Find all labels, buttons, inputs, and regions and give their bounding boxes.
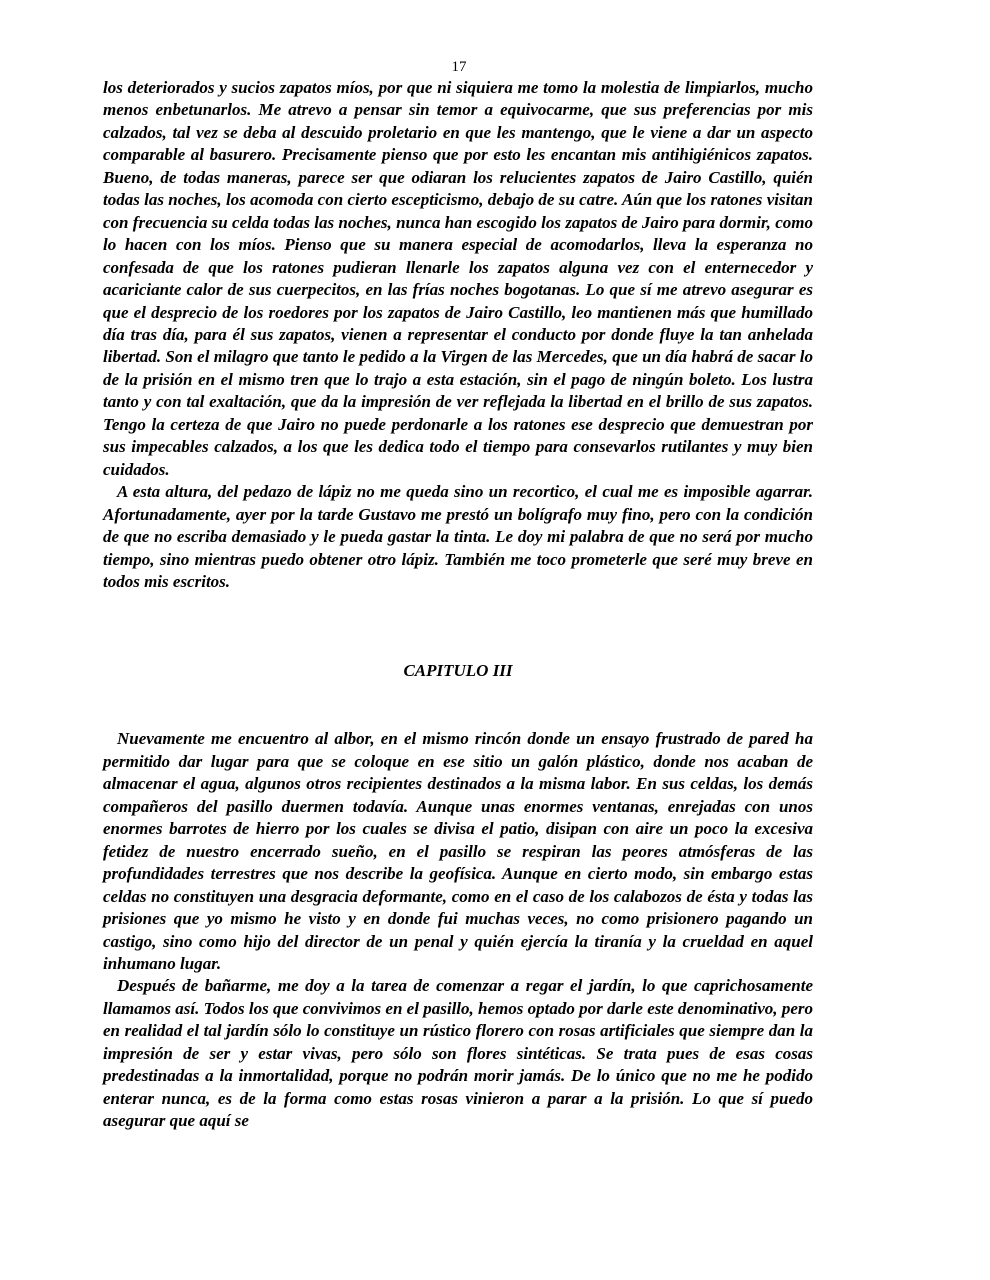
page-number: 17 — [451, 59, 467, 75]
section-spacer — [103, 682, 813, 728]
paragraph-zapatos: los deteriorados y sucios zapatos míos, por que ni siquiera me tomo la molestia de limpiarlos, mucho menos enbetunarlos. Me atrevo a pensar sin temor a equivocarme, que sus preferencias por mis calzados, tal vez se deba al descuido proletario en que les mantengo, que le viene a dar un aspecto comparable al basurero. Precisamente pienso que por esto les encantan mis antihigiénicos zapatos. Bueno, de todas maneras, parece ser que odiaran los relucientes zapatos de Jairo Castillo, quién todas las noches, los acomoda con cierto escepticismo, debajo de su catre. Aún que los ratones visitan con frecuencia su celda todas las noches, nunca han escogido los zapatos de Jairo para dormir, como lo hacen con los míos. Pienso que su manera especial de acomodarlos, lleva la esperanza no confesada de que los ratones pudieran llenarle los zapatos alguna vez con el enternecedor y acariciante calor de sus cuerpecitos, en las frías noches bogotanas. Lo que sí me atrevo asegurar es que el desprecio de los roedores por los zapatos de Jairo Castillo, leo mantienen más que humillado día tras día, para él sus zapatos, vienen a representar el conducto por donde fluye la tan anhelada libertad. Son el milagro que tanto le pedido a la Virgen de las Mercedes, que un día habrá de sacar lo de la prisión en el mismo tren que lo trajo a esta estación, sin el pago de ningún boleto. Los lustra tanto y con tal exaltación, que da la impresión de ver reflejada la libertad en el brillo de sus zapatos. Tengo la certeza de que Jairo no puede perdonarle a los ratones ese desprecio que demuestran por sus impecables calzados, a los que les dedica todo el tiempo para consevarlos rutilantes y muy bien cuidados. — [103, 78, 813, 479]
paragraph-jardin: Después de bañarme, me doy a la tarea de comenzar a regar el jardín, lo que caprichosamente llamamos así. Todos los que convivimos en el pasillo, hemos optado por darle este denominativo, pero en realidad el tal jardín sólo lo constituye un rústico florero con rosas artificiales que siempre dan la impresión de ser y estar vivas, pero sólo son flores sintéticas. Se trata pues de esas cosas predestinadas a la inmortalidad, porque no podrán morir jamás. De lo único que no me he podido enterar nunca, es de la forma como estas rosas vinieron a parar a la prisión. Lo que sí puedo asegurar que aquí se — [103, 976, 813, 1131]
section-spacer — [103, 593, 813, 660]
document-page — [103, 58, 813, 1133]
chapter-title: CAPITULO III — [403, 661, 513, 681]
paragraph-lapiz: A esta altura, del pedazo de lápiz no me queda sino un recortico, el cual me es imposible agarrar. Afortunadamente, ayer por la tarde Gustavo me prestó un bolígrafo muy fino, pero con la condición de que no escriba demasiado y le pueda gastar la tinta. Le doy mi palabra de que no será por mucho tiempo, sino mientras puedo obtener otro lápiz. También me toco prometerle que seré muy breve en todos mis escritos. — [103, 482, 813, 591]
paragraph-albor: Nuevamente me encuentro al albor, en el mismo rincón donde un ensayo frustrado de pared ha permitido dar lugar para que se coloque en ese sitio un galón plástico, donde nos acaban de almacenar el agua, algunos otros recipientes destinados a la misma labor. En sus celdas, los demás compañeros del pasillo duermen todavía. Aunque unas enormes ventanas, enrejadas con unos enormes barrotes de hierro por los cuales se divisa el patio, disipan con aire un poco la excesiva fetidez de nuestro encerrado sueño, en el pasillo se respiran las peores atmósferas de las profundidades terrestres que nos describe la geofísica. Aunque en cierto modo, sin embargo estas celdas no constituyen una desgracia deformante, como en el caso de los calabozos de ésta y todas las prisiones que yo mismo he visto y en donde fui muchas veces, no como prisionero pagando un castigo, sino como hijo del director de un penal y quién ejercía la tiranía y la crueldad en aquel inhumano lugar. — [103, 729, 813, 973]
